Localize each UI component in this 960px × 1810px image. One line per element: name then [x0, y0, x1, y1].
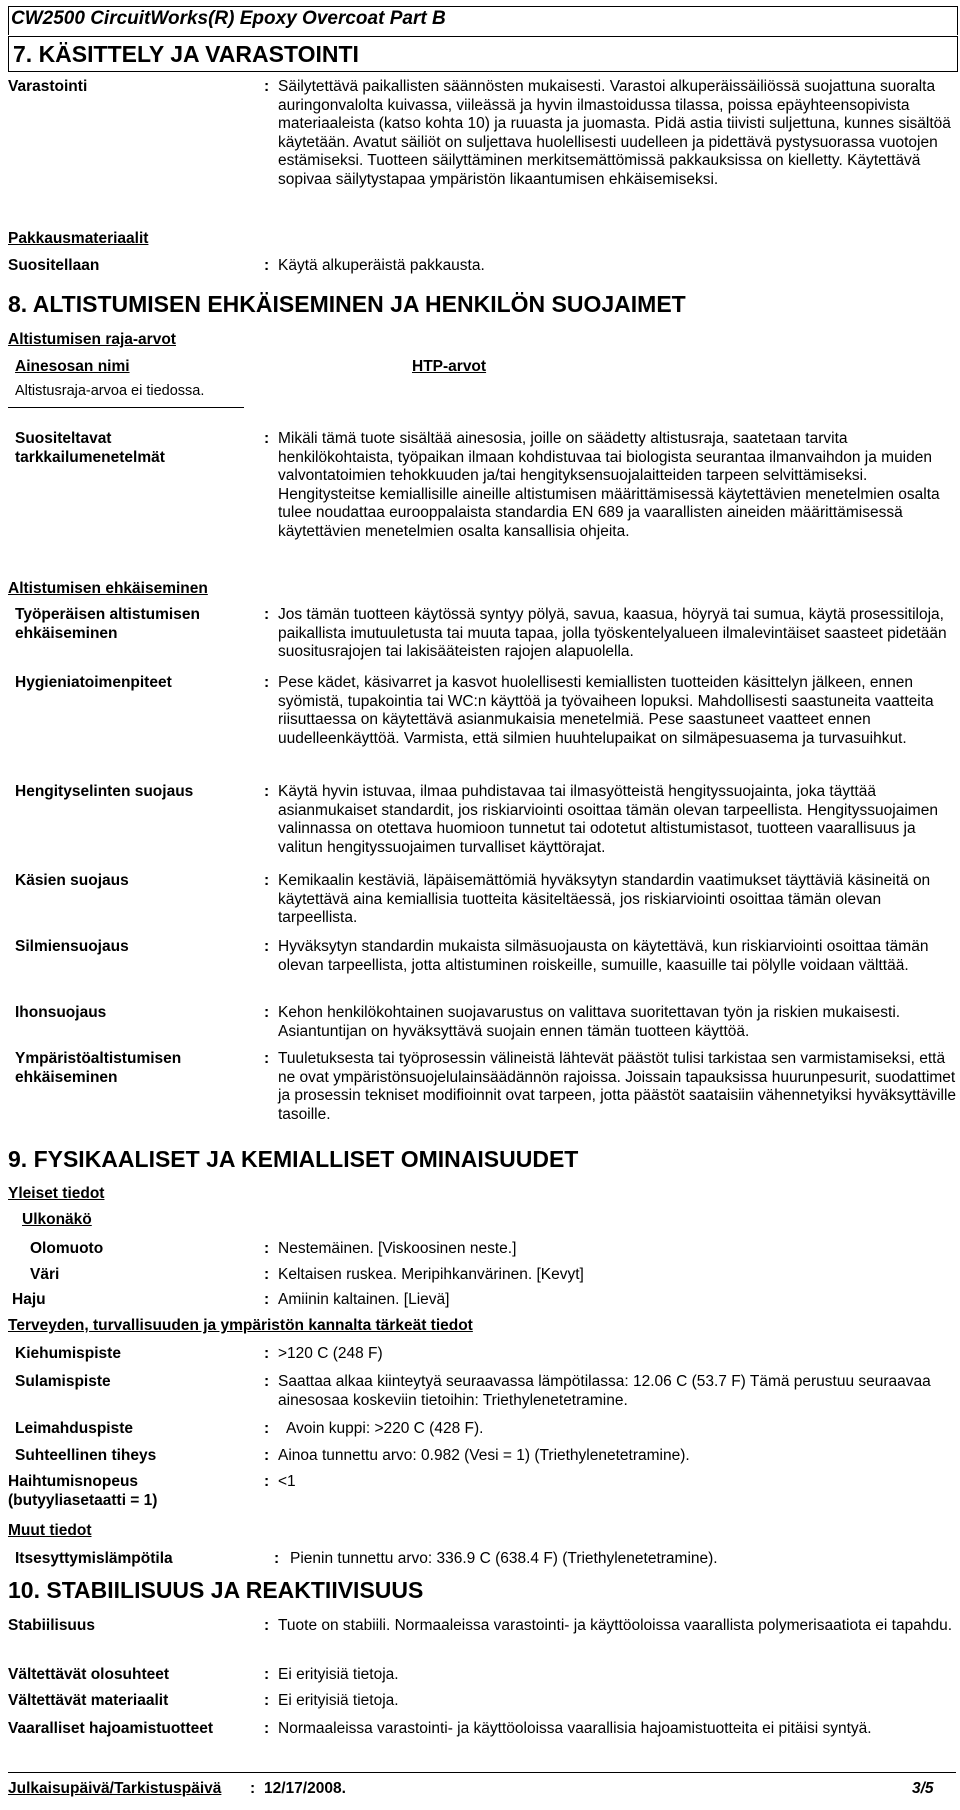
occupational-label: Työperäisen altistumisen ehkäiseminen — [15, 606, 200, 642]
eyes-text: Hyväksytyn standardin mukaista silmäsuojausta on käytettävä, kun riskiarviointi osoittaa tämän olevan tarpeellista, jotta altistuminen roiskeille, sumuille, kaasuille tai pölylle voidaan välttää. — [278, 938, 929, 974]
colon: : — [264, 257, 270, 274]
hands-text: Kemikaalin kestäviä, läpäisemättömiä hyväksytyn standardin vaatimukset täyttäviä käsineitä on käytettävä aina kemiallisia tuotteita käsiteltäessä, jos riskiarviointi osoittaa tämän olevan tarpeellista. — [278, 872, 931, 926]
density-value: Ainoa tunnettu arvo: 0.982 (Vesi = 1) (Triethylenetetramine). — [278, 1447, 690, 1464]
storage-label: Varastointi — [8, 78, 88, 95]
respiratory-text: Käytä hyvin istuvaa, ilmaa puhdistavaa tai ilmasyötteistä hengityssuojainta, joka täyttää asianmukaiset standardit, jos riskiarviointi osoittaa tämän olevan tarpeellista. Hengityssuojaimen valinnassa on otettava huomioon tunnetut tai odotetut altistumistasot, tuotteen vaarallisuus ja valitun hengityssuojaimen turvalliset käyttörajat. — [278, 783, 938, 856]
other-info-label: Muut tiedot — [8, 1522, 92, 1539]
recommended-label: Suositellaan — [8, 257, 100, 274]
section-7-heading-box — [8, 36, 958, 72]
color-label: Väri — [30, 1266, 60, 1283]
colon: : — [264, 1240, 270, 1257]
evap-value: <1 — [278, 1473, 296, 1490]
color-value: Keltaisen ruskea. Meripihkanvärinen. [Kevyt] — [278, 1266, 584, 1283]
decomp-value: Normaaleissa varastointi- ja käyttöoloissa vaarallisia hajoamistuotteita ei pitäisi syntyä. — [278, 1720, 872, 1737]
colon: : — [264, 1720, 270, 1737]
colon: : — [264, 1617, 270, 1634]
odor-label: Haju — [12, 1291, 46, 1308]
env-label: Ympäristöaltistumisen ehkäiseminen — [15, 1050, 182, 1086]
section-9-title: 9. FYSIKAALISET JA KEMIALLISET OMINAISUUDET — [8, 1146, 579, 1172]
section-10-title: 10. STABIILISUUS JA REAKTIIVISUUS — [8, 1577, 424, 1603]
page-number: 3/5 — [912, 1780, 934, 1797]
colon: : — [264, 1004, 270, 1021]
boiling-label: Kiehumispiste — [15, 1345, 121, 1362]
exposure-control-label: Altistumisen ehkäiseminen — [8, 580, 208, 597]
conditions-value: Ei erityisiä tietoja. — [278, 1666, 399, 1683]
colon: : — [264, 674, 270, 691]
appearance-label: Ulkonäkö — [22, 1211, 92, 1228]
materials-label: Vältettävät materiaalit — [8, 1692, 169, 1709]
colon: : — [264, 783, 270, 800]
flash-value: Avoin kuppi: >220 C (428 F). — [286, 1420, 484, 1437]
safety-info-label: Terveyden, turvallisuuden ja ympäristön kannalta tärkeät tiedot — [8, 1317, 473, 1334]
state-label: Olomuoto — [30, 1240, 104, 1257]
date-value: 12/17/2008. — [264, 1780, 346, 1797]
colon: : — [264, 1420, 270, 1437]
stability-label: Stabiilisuus — [8, 1617, 95, 1634]
section-7-title: 7. KÄSITTELY JA VARASTOINTI — [13, 41, 359, 67]
monitoring-text: Mikäli tämä tuote sisältää ainesosia, joille on säädetty altistusraja, saatetaan tarvita henkilökohtaista, työpaikan ilmaan kohdistuvaa tai biologista seurantaa ilmanvaihdon ja muiden valvontatoimien tehokkuuden ja/tai hengityksensuojalaitteiden tarpeen selvittämiseksi. Hengitysteitse kemiallisille aineille altistumisen määrittämisessä käytettävien menetelmien osalta tulee noudattaa eurooppalaista standardia EN 689 ja vaarallisten aineiden määrittämisessä käytettävien menetelmien osalta kansallisia ohjeita. — [278, 430, 940, 540]
colon: : — [264, 1266, 270, 1283]
colon: : — [264, 606, 270, 623]
autoignition-label: Itsesyttymislämpötila — [15, 1550, 173, 1567]
colon: : — [264, 1291, 270, 1308]
colon: : — [264, 938, 270, 955]
colon: : — [264, 430, 270, 447]
colon: : — [264, 1345, 270, 1362]
colon: : — [264, 1373, 270, 1390]
colon: : — [264, 1666, 270, 1683]
document-header — [8, 6, 958, 35]
no-limits-text: Altistusraja-arvoa ei tiedossa. — [15, 383, 205, 399]
skin-label: Ihonsuojaus — [15, 1004, 107, 1021]
colon: : — [264, 1473, 270, 1490]
hygiene-text: Pese kädet, käsivarret ja kasvot huolellisesti kemiallisten tuotteiden käsittelyn jälkeen, ennen syömistä, tupakointia tai WC:n käyttöä ja työvaiheen lopuksi. Mahdollisesti saastuneita vaatteita riisuttaessa on käytettävä asianmukaisia menetelmiä. Pese saastuneet vaatteet ennen uudelleenkäyttöä. Varmista, että silmien huuhtelupaikat on silmäpesuasema ja turvasuihkut. — [278, 674, 934, 747]
general-info-label: Yleiset tiedot — [8, 1185, 105, 1202]
melting-label: Sulamispiste — [15, 1373, 111, 1390]
density-label: Suhteellinen tiheys — [15, 1447, 157, 1464]
document-title: CW2500 CircuitWorks(R) Epoxy Overcoat Part B — [11, 8, 446, 29]
eyes-label: Silmiensuojaus — [15, 938, 129, 955]
stability-value: Tuote on stabiili. Normaaleissa varastointi- ja käyttöoloissa vaarallista polymerisaatiota ei tapahdu. — [278, 1617, 953, 1634]
colon: : — [264, 872, 270, 889]
monitoring-label: Suositeltavat tarkkailumenetelmät — [15, 430, 165, 466]
respiratory-label: Hengityselinten suojaus — [15, 783, 194, 800]
boiling-value: >120 C (248 F) — [278, 1345, 383, 1362]
colon: : — [264, 78, 270, 95]
colon: : — [274, 1550, 280, 1567]
skin-text: Kehon henkilökohtainen suojavarustus on valittava suoritettavan työn ja riskien mukaisesti. Asiantuntijan on hyväksyttävä suojain ennen tämän tuotteen käyttöä. — [278, 1004, 901, 1040]
colon: : — [264, 1692, 270, 1709]
colon: : — [264, 1050, 270, 1067]
footer-rule — [8, 1772, 956, 1773]
melting-value: Saattaa alkaa kiinteytyä seuraavassa lämpötilassa: 12.06 C (53.7 F) Tämä perustuu seuraavaa ainesosaa koskeviin tietoihin: Triethylenetetramine. — [278, 1373, 931, 1409]
recommended-text: Käytä alkuperäistä pakkausta. — [278, 257, 485, 274]
decomp-label: Vaaralliset hajoamistuotteet — [8, 1720, 214, 1737]
hygiene-label: Hygieniatoimenpiteet — [15, 674, 172, 691]
state-value: Nestemäinen. [Viskoosinen neste.] — [278, 1240, 517, 1257]
occupational-text: Jos tämän tuotteen käytössä syntyy pölyä, savua, kaasua, höyryä tai sumua, käytä prosessitiloja, paikallista imutuuletusta tai muuta tapaa, jolla työskentelyalueen ilmalevintäiset saasteet pidetään suositusrajojen tai lakisääteisten rajojen alapuolella. — [278, 606, 947, 660]
htp-values-header: HTP-arvot — [412, 358, 487, 375]
materials-value: Ei erityisiä tietoja. — [278, 1692, 399, 1709]
packaging-label: Pakkausmateriaalit — [8, 230, 149, 247]
odor-value: Amiinin kaltainen. [Lievä] — [278, 1291, 450, 1308]
hands-label: Käsien suojaus — [15, 872, 129, 889]
colon: : — [250, 1780, 256, 1797]
env-text: Tuuletuksesta tai työprosessin välineistä lähtevät päästöt tulisi tarkistaa sen varmistamiseksi, että ne ovat ympäristönsuojelulainsäädännön rajoissa. Joissain tapauksissa huurunpesurit, suodattimet ja prosessin tekniset modifioinnit ovat tarpeen, jotta päästöt saataisiin vähennetyiksi hyväksyttäville tasoille. — [278, 1050, 957, 1123]
divider — [8, 407, 244, 408]
storage-text: Säilytettävä paikallisten säännösten mukaisesti. Varastoi alkuperäissäiliössä suojattuna suoralta auringonvalolta kuivassa, viileässä ja hyvin ilmastoidussa tilassa, poissa epäyhteensopivista materiaaleista (katso kohta 10) ja ruuasta ja juomasta. Pidä astia tiivisti suljettuna, kunnes sisältöä käytetään. Avatut säiliöt on suljettava huolellisesti uudelleen ja pidettävä pystysuorassa vuotojen estämiseksi. Tuotteen säilyttäminen merkitsemättömissä pakkauksissa on kielletty. Käytettävä sopivaa säilytystapaa ympäristön likaantumisen ehkäisemiseksi. — [278, 78, 951, 188]
ingredient-name-header: Ainesosan nimi — [15, 358, 130, 375]
flash-label: Leimahduspiste — [15, 1420, 133, 1437]
autoignition-value: Pienin tunnettu arvo: 336.9 C (638.4 F) (Triethylenetetramine). — [290, 1550, 718, 1567]
colon: : — [264, 1447, 270, 1464]
date-label: Julkaisupäivä/Tarkistuspäivä — [8, 1780, 222, 1797]
conditions-label: Vältettävät olosuhteet — [8, 1666, 170, 1683]
exposure-limits-label: Altistumisen raja-arvot — [8, 331, 176, 348]
evap-label: Haihtumisnopeus (butyyliasetaatti = 1) — [8, 1473, 158, 1509]
section-8-title: 8. ALTISTUMISEN EHKÄISEMINEN JA HENKILÖN SUOJAIMET — [8, 291, 686, 317]
